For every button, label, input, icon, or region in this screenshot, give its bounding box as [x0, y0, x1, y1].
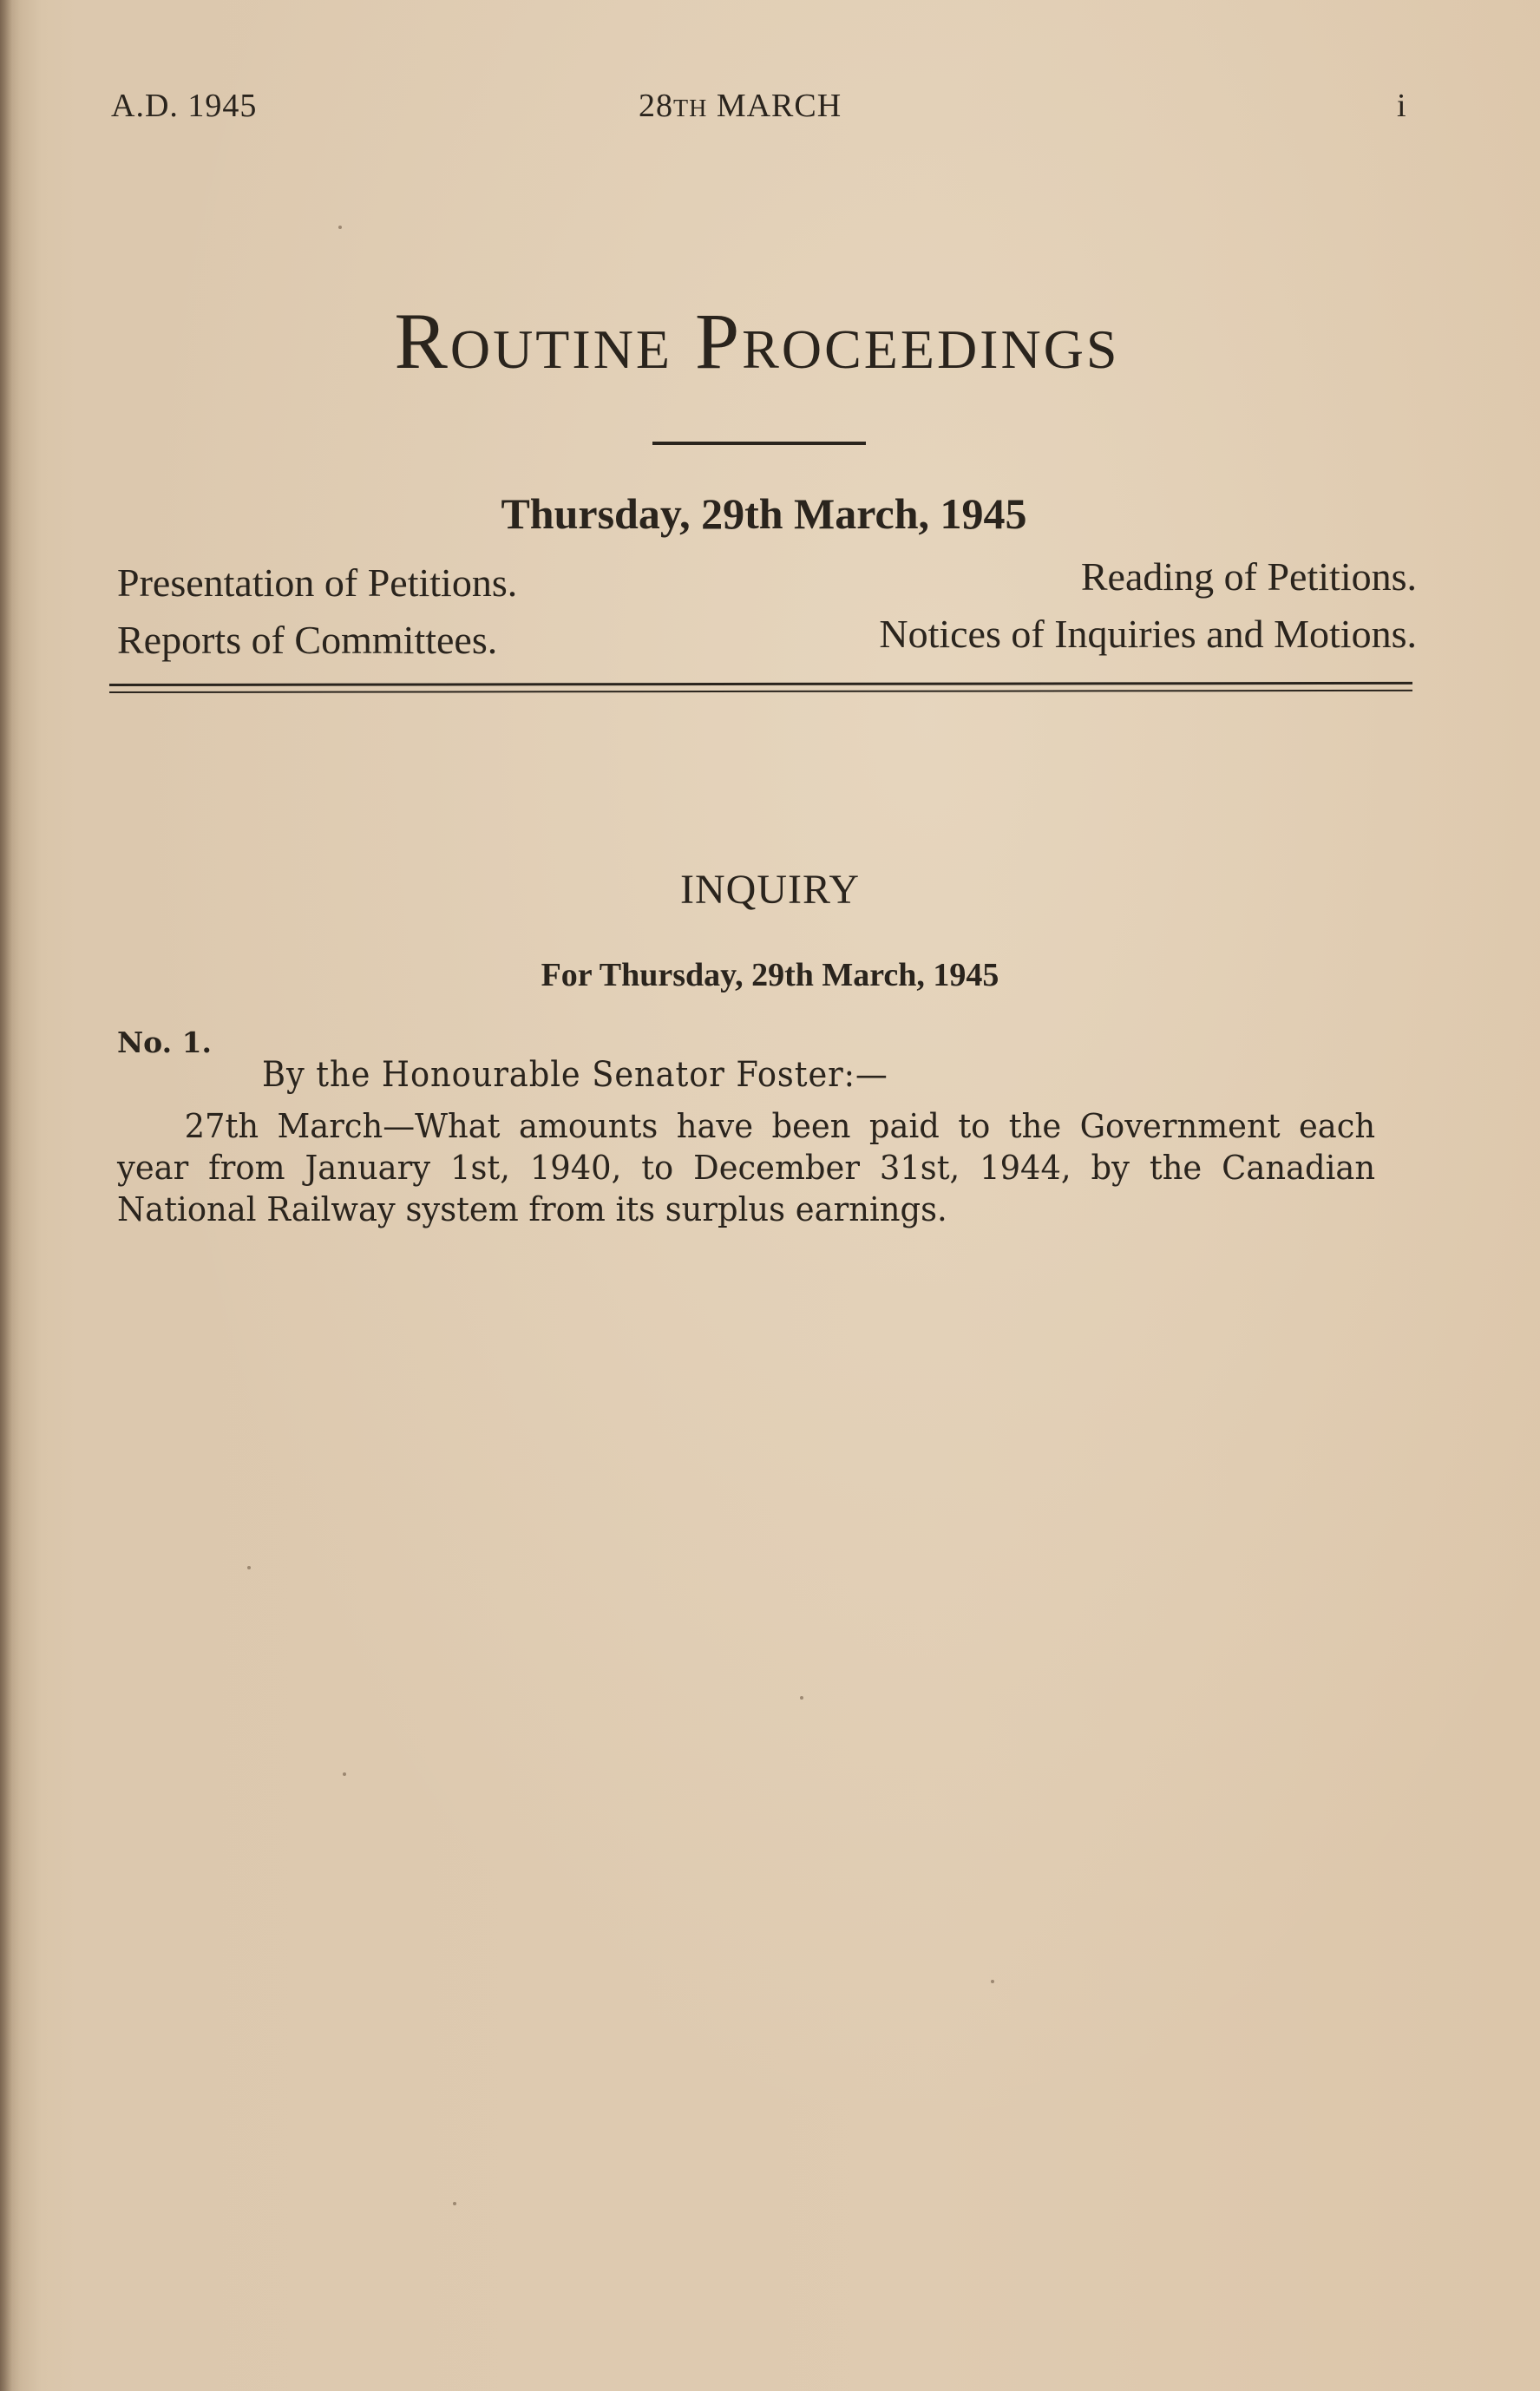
- double-rule-top: [109, 682, 1412, 686]
- inquiry-for-date: [0, 956, 1540, 994]
- paper-speck: [247, 1566, 251, 1569]
- inquiry-by-line: By the Honourable Senator Foster:—: [262, 1055, 888, 1095]
- inquiry-for-date-text: For Thursday, 29th March, 1945: [541, 957, 999, 993]
- page-title: [0, 295, 1540, 387]
- routine-item-reading: Reading of Petitions.: [1080, 554, 1417, 599]
- date-heading: [0, 488, 1540, 539]
- running-head-date-text: [639, 88, 842, 124]
- paper-speck: [800, 1696, 803, 1700]
- title-rule: [652, 442, 866, 445]
- inquiry-heading-text: INQUIRY: [680, 867, 860, 913]
- routine-item-notices: Notices of Inquiries and Motions.: [879, 612, 1417, 656]
- paper-speck: [453, 2202, 456, 2205]
- double-rule-bottom: [109, 690, 1412, 693]
- running-head-date-part: TH: [673, 95, 708, 122]
- running-head-date-part: 28: [639, 88, 673, 124]
- routine-item-presentation: Presentation of Petitions.: [117, 560, 518, 605]
- inquiry-number: No. 1.: [117, 1025, 213, 1059]
- running-head-year: A.D. 1945: [111, 88, 258, 124]
- date-heading-text: Thursday, 29th March, 1945: [501, 489, 1027, 538]
- paper-speck: [343, 1772, 346, 1776]
- inquiry-heading: [0, 866, 1540, 914]
- running-head-page-number: i: [1397, 88, 1407, 124]
- running-head-date-part: MARCH: [707, 88, 842, 124]
- page-title-text: Routine Proceedings: [394, 297, 1120, 385]
- paper-speck: [991, 1980, 994, 1983]
- running-head-date: [639, 87, 842, 125]
- routine-item-reports: Reports of Committees.: [117, 618, 498, 662]
- paper-speck: [338, 226, 342, 229]
- inquiry-text: 27th March—What amounts have been paid to the Government each year from January 1st, 1940, to December 31st, 1944, by the Canadian National Railway system from its surplus earnings.: [117, 1107, 1376, 1228]
